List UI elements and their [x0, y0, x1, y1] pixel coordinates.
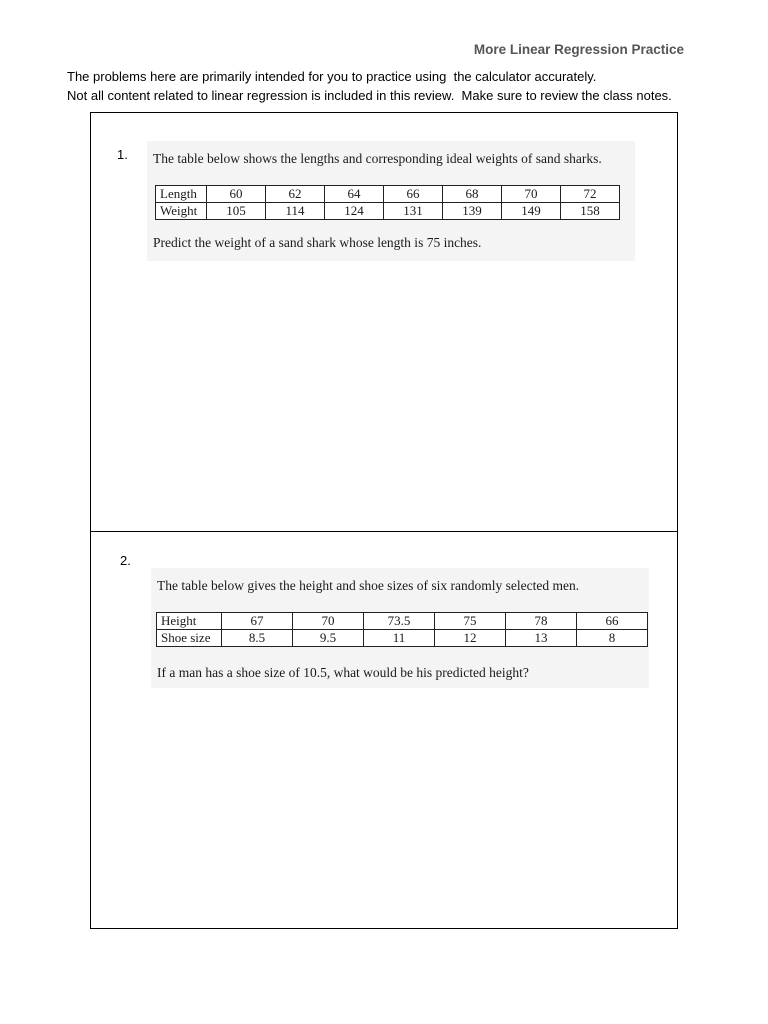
document-title: More Linear Regression Practice — [473, 42, 684, 57]
problem-divider — [91, 531, 677, 532]
table-cell: 60 — [207, 186, 266, 203]
table-cell: 139 — [443, 203, 502, 220]
table-cell: 67 — [222, 613, 293, 630]
table-cell: 124 — [325, 203, 384, 220]
problems-frame — [90, 112, 678, 929]
table-cell: 70 — [502, 186, 561, 203]
table-cell: 72 — [561, 186, 620, 203]
intro-line: The problems here are primarily intended for you to practice using the calculator accurately. — [67, 69, 597, 84]
problem-2-scan — [151, 568, 649, 688]
row-label: Height — [157, 613, 222, 630]
table-cell: 12 — [435, 630, 506, 647]
table-row — [157, 630, 648, 647]
problem-1-table — [155, 185, 620, 220]
table-cell: 9.5 — [293, 630, 364, 647]
table-cell: 78 — [506, 613, 577, 630]
intro-text — [67, 67, 672, 105]
problem-1-scan — [147, 141, 635, 261]
table-row — [156, 203, 620, 220]
problem-1-number: 1. — [117, 147, 128, 162]
table-cell: 114 — [266, 203, 325, 220]
table-cell: 75 — [435, 613, 506, 630]
intro-line: Not all content related to linear regression is included in this review. Make sure to review the class notes. — [67, 88, 672, 103]
table-row — [156, 186, 620, 203]
table-cell: 8 — [577, 630, 648, 647]
row-label: Length — [156, 186, 207, 203]
table-cell: 66 — [577, 613, 648, 630]
table-cell: 11 — [364, 630, 435, 647]
table-cell: 68 — [443, 186, 502, 203]
table-cell: 131 — [384, 203, 443, 220]
table-cell: 8.5 — [222, 630, 293, 647]
problem-2-number: 2. — [120, 553, 131, 568]
problem-2-table — [156, 612, 648, 647]
table-row — [157, 613, 648, 630]
row-label: Weight — [156, 203, 207, 220]
table-cell: 64 — [325, 186, 384, 203]
table-cell: 13 — [506, 630, 577, 647]
problem-1-question: Predict the weight of a sand shark whose length is 75 inches. — [153, 235, 482, 250]
problem-2-question: If a man has a shoe size of 10.5, what would be his predicted height? — [157, 665, 529, 680]
table-cell: 62 — [266, 186, 325, 203]
table-cell: 73.5 — [364, 613, 435, 630]
problem-1-statement: The table below shows the lengths and corresponding ideal weights of sand sharks. — [153, 151, 602, 166]
problem-2-statement: The table below gives the height and shoe sizes of six randomly selected men. — [157, 578, 580, 593]
table-cell: 70 — [293, 613, 364, 630]
table-cell: 149 — [502, 203, 561, 220]
table-cell: 66 — [384, 186, 443, 203]
row-label: Shoe size — [157, 630, 222, 647]
table-cell: 105 — [207, 203, 266, 220]
table-cell: 158 — [561, 203, 620, 220]
